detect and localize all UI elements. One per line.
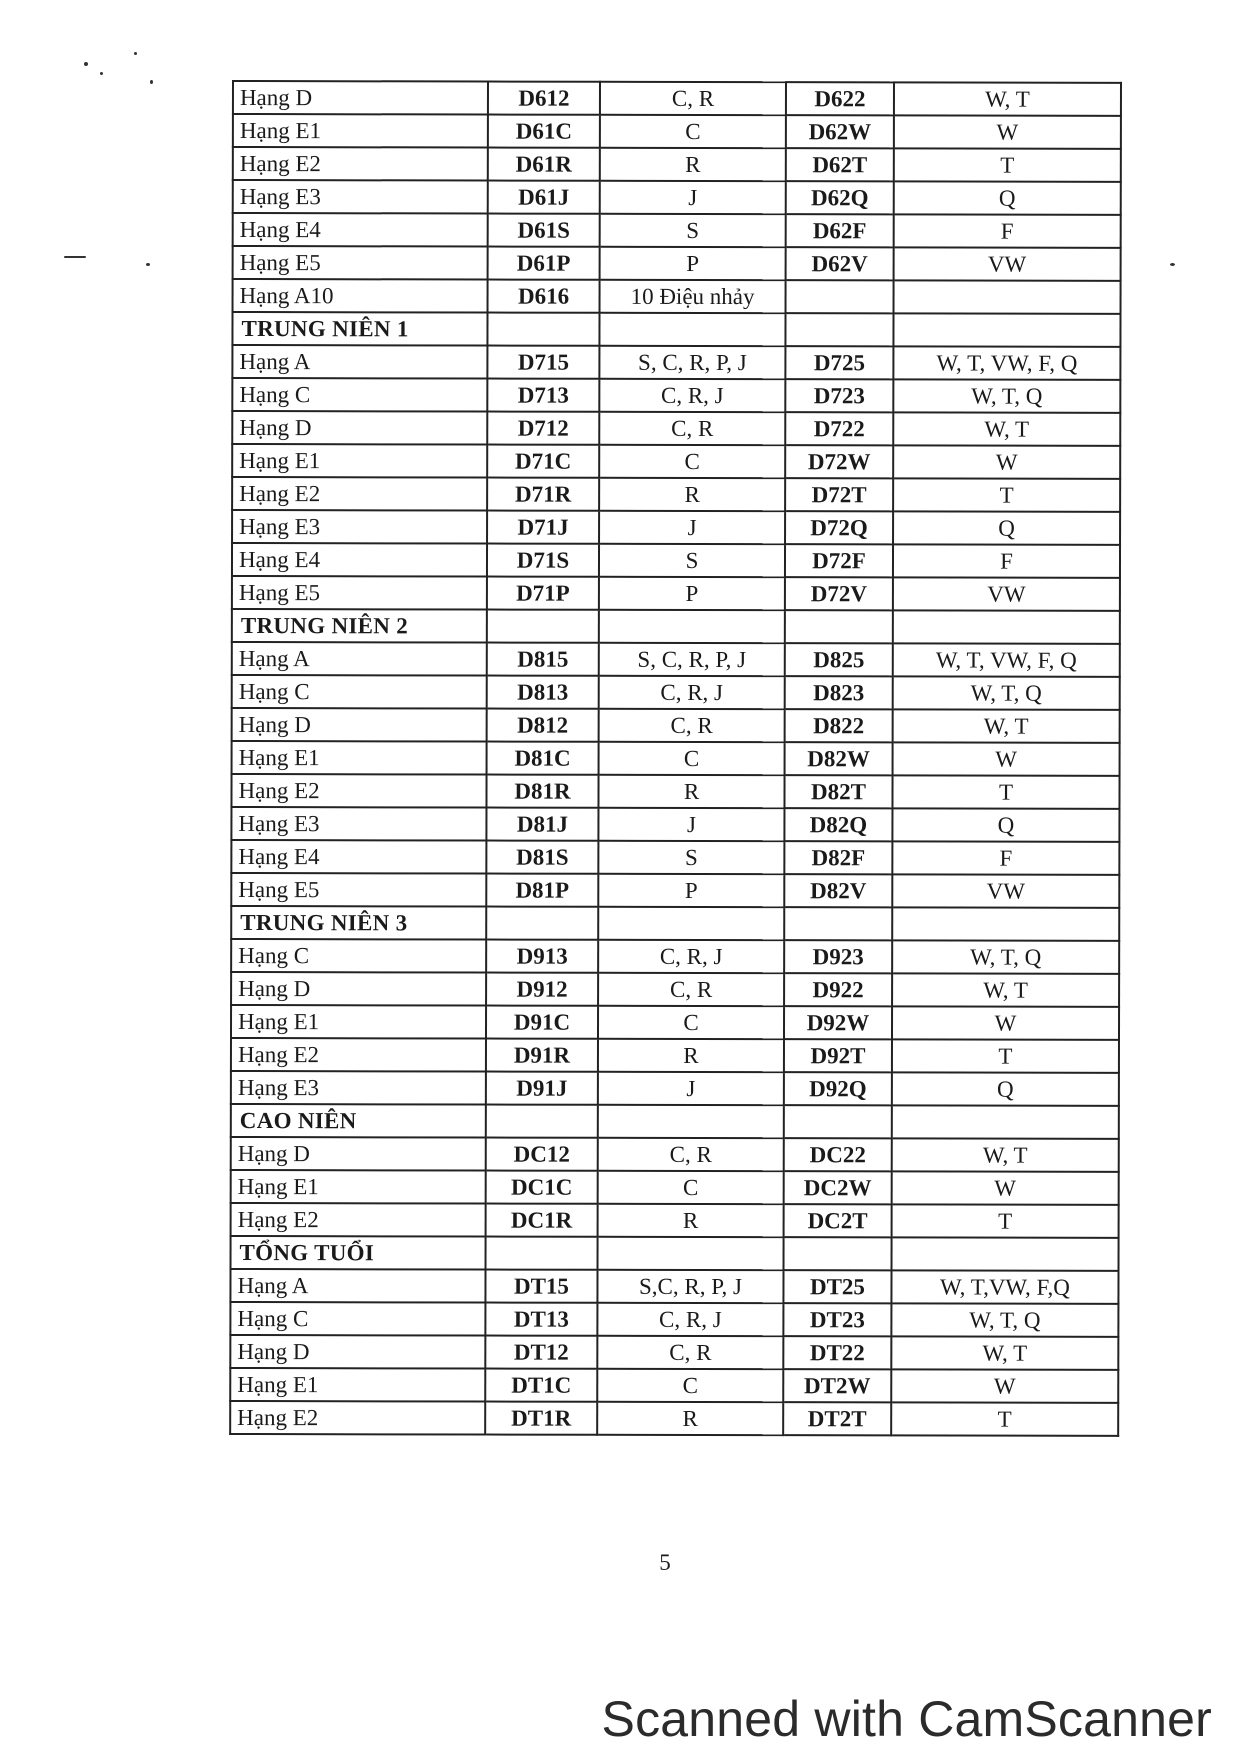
category-name-cell: Hạng E5 <box>233 246 488 280</box>
standard-code-cell: D622 <box>786 82 894 115</box>
latin-dances-cell: S,C, R, P, J <box>597 1270 783 1303</box>
standard-code-cell: D723 <box>785 379 893 412</box>
standard-code-cell: D72F <box>785 544 893 577</box>
category-row <box>232 411 1120 446</box>
category-row <box>233 114 1121 149</box>
latin-code-cell: DC12 <box>486 1138 598 1171</box>
category-name-cell: Hạng A <box>230 1269 485 1303</box>
standard-dances-cell: W, T, Q <box>891 1303 1118 1336</box>
category-name-cell: Hạng E1 <box>231 1170 486 1204</box>
category-row <box>231 1137 1119 1172</box>
category-name-cell: Hạng A <box>232 642 487 676</box>
latin-code-cell: D71C <box>487 445 599 478</box>
category-row <box>232 576 1120 611</box>
category-row <box>231 1005 1119 1040</box>
latin-dances-cell: R <box>598 1039 784 1072</box>
standard-dances-cell: Q <box>893 511 1120 544</box>
latin-dances-cell: R <box>599 478 785 511</box>
category-name-cell: Hạng C <box>230 1302 485 1336</box>
latin-code-cell: D81R <box>486 775 598 808</box>
standard-code-cell: DC2T <box>784 1204 892 1237</box>
standard-code-cell: D825 <box>785 643 893 676</box>
standard-dances-cell: W, T <box>894 82 1121 115</box>
latin-code-cell: D71J <box>487 511 599 544</box>
category-name-cell: Hạng E1 <box>231 1005 486 1039</box>
standard-dances-cell: W <box>892 1171 1119 1204</box>
standard-code-cell: DT25 <box>783 1270 891 1303</box>
latin-code-cell: D71P <box>487 577 599 610</box>
standard-code-cell: DC2W <box>784 1171 892 1204</box>
standard-code-cell: D82V <box>784 874 892 907</box>
standard-code-cell: D62Q <box>786 181 894 214</box>
category-name-cell: Hạng E1 <box>232 741 487 775</box>
standard-dances-cell: T <box>892 1204 1119 1237</box>
category-name-cell: Hạng D <box>232 411 487 445</box>
latin-code-cell: D712 <box>487 412 599 445</box>
category-name-cell: Hạng A10 <box>233 279 488 313</box>
latin-dances-cell: C, R, J <box>598 940 784 973</box>
standard-code-cell: D92T <box>784 1039 892 1072</box>
category-name-cell: Hạng E3 <box>233 180 488 214</box>
category-name-cell: Hạng D <box>233 81 488 115</box>
category-name-cell: Hạng E2 <box>233 147 488 181</box>
standard-dances-cell: W, T <box>893 412 1120 445</box>
empty-cell <box>487 313 599 346</box>
standard-code-cell: D62W <box>786 115 894 148</box>
latin-code-cell: DT1C <box>485 1369 597 1402</box>
standard-dances-cell: T <box>893 478 1120 511</box>
category-row <box>231 1038 1119 1073</box>
latin-dances-cell: 10 Điệu nhảy <box>600 280 786 313</box>
latin-code-cell: D612 <box>488 82 600 115</box>
standard-code-cell: D62V <box>786 247 894 280</box>
latin-dances-cell: C <box>599 445 785 478</box>
empty-cell <box>893 610 1120 643</box>
empty-cell <box>598 1237 784 1270</box>
standard-dances-cell: W, T <box>891 1336 1118 1369</box>
section-header-row <box>231 906 1119 941</box>
standard-code-cell: D823 <box>785 676 893 709</box>
latin-code-cell: D81C <box>487 742 599 775</box>
latin-code-cell: D91C <box>486 1006 598 1039</box>
standard-dances-cell: T <box>892 1039 1119 1072</box>
latin-code-cell: D61S <box>488 214 600 247</box>
category-row <box>232 675 1120 710</box>
category-row <box>233 180 1121 215</box>
scan-speck <box>134 52 137 55</box>
category-name-cell: Hạng E5 <box>231 873 486 907</box>
empty-cell <box>785 313 893 346</box>
latin-code-cell: D912 <box>486 973 598 1006</box>
empty-cell <box>892 1237 1119 1270</box>
category-name-cell: Hạng E1 <box>230 1368 485 1402</box>
category-row <box>232 510 1120 545</box>
latin-dances-cell: P <box>598 874 784 907</box>
category-row <box>230 1368 1118 1403</box>
category-name-cell: Hạng C <box>232 378 487 412</box>
latin-code-cell: D61R <box>488 148 600 181</box>
latin-dances-cell: P <box>599 577 785 610</box>
standard-dances-cell <box>894 280 1121 313</box>
latin-code-cell: D81S <box>486 841 598 874</box>
latin-code-cell: D813 <box>487 676 599 709</box>
standard-dances-cell: Q <box>894 181 1121 214</box>
empty-cell <box>784 907 892 940</box>
category-row <box>231 1170 1119 1205</box>
standard-dances-cell: W, T <box>893 709 1120 742</box>
latin-dances-cell: R <box>600 148 786 181</box>
latin-dances-cell: J <box>600 181 786 214</box>
category-row <box>230 1401 1118 1436</box>
standard-dances-cell: W, T <box>892 973 1119 1006</box>
category-name-cell: Hạng E2 <box>231 774 486 808</box>
latin-code-cell: D91R <box>486 1039 598 1072</box>
category-row <box>232 345 1120 380</box>
standard-code-cell: DT22 <box>783 1336 891 1369</box>
latin-dances-cell: C <box>597 1369 783 1402</box>
standard-code-cell: D82F <box>784 841 892 874</box>
latin-dances-cell: S, C, R, P, J <box>599 346 785 379</box>
standard-dances-cell: VW <box>894 247 1121 280</box>
section-title: TRUNG NIÊN 1 <box>232 312 487 346</box>
category-name-cell: Hạng E2 <box>231 1038 486 1072</box>
latin-code-cell: D715 <box>487 346 599 379</box>
latin-code-cell: D61P <box>488 247 600 280</box>
standard-code-cell: D92W <box>784 1006 892 1039</box>
latin-dances-cell: R <box>597 1402 783 1435</box>
standard-code-cell: D82T <box>784 775 892 808</box>
latin-dances-cell: S <box>598 841 784 874</box>
category-row <box>232 543 1120 578</box>
category-row <box>233 246 1121 281</box>
scan-speck <box>100 72 103 75</box>
section-title: CAO NIÊN <box>231 1104 486 1138</box>
latin-dances-cell: R <box>598 1204 784 1237</box>
empty-cell <box>599 313 785 346</box>
standard-dances-cell: W, T <box>892 1138 1119 1171</box>
category-row <box>232 477 1120 512</box>
standard-code-cell: D922 <box>784 973 892 1006</box>
standard-dances-cell: W <box>893 742 1120 775</box>
standard-code-cell: DT2T <box>783 1402 891 1435</box>
latin-dances-cell: J <box>599 511 785 544</box>
standard-code-cell: D725 <box>785 346 893 379</box>
section-header-row <box>231 1104 1119 1139</box>
standard-dances-cell: W <box>892 1006 1119 1039</box>
category-row <box>230 1269 1118 1304</box>
category-row <box>232 378 1120 413</box>
latin-code-cell: DC1C <box>486 1171 598 1204</box>
standard-code-cell: D72Q <box>785 511 893 544</box>
category-row <box>231 807 1119 842</box>
standard-code-cell: D92Q <box>784 1072 892 1105</box>
latin-dances-cell: C, R, J <box>599 676 785 709</box>
category-row <box>231 1203 1119 1238</box>
latin-dances-cell: C, R <box>600 82 786 115</box>
empty-cell <box>486 907 598 940</box>
category-row <box>233 279 1121 314</box>
latin-dances-cell: C <box>599 742 785 775</box>
empty-cell <box>599 610 785 643</box>
latin-dances-cell: C, R <box>598 973 784 1006</box>
competition-category-table <box>229 80 1122 1437</box>
section-header-row <box>232 312 1120 347</box>
latin-dances-cell: C <box>600 115 786 148</box>
empty-cell <box>487 610 599 643</box>
category-row <box>233 147 1121 182</box>
empty-cell <box>785 610 893 643</box>
standard-dances-cell: F <box>892 841 1119 874</box>
standard-code-cell: D72T <box>785 478 893 511</box>
latin-code-cell: D616 <box>488 280 600 313</box>
section-title: TỔNG TUỔI <box>231 1236 486 1270</box>
latin-code-cell: DT13 <box>485 1303 597 1336</box>
category-row <box>230 1302 1118 1337</box>
category-row <box>231 774 1119 809</box>
latin-code-cell: D61J <box>488 181 600 214</box>
category-name-cell: Hạng E4 <box>232 543 487 577</box>
latin-dances-cell: C, R <box>599 709 785 742</box>
standard-code-cell: D62T <box>786 148 894 181</box>
section-title: TRUNG NIÊN 3 <box>231 906 486 940</box>
standard-code-cell: D82W <box>785 742 893 775</box>
standard-code-cell: DC22 <box>784 1138 892 1171</box>
latin-dances-cell: C, R <box>598 1138 784 1171</box>
section-header-row <box>232 609 1120 644</box>
category-row <box>230 1335 1118 1370</box>
latin-code-cell: D71R <box>487 478 599 511</box>
latin-code-cell: DT1R <box>485 1402 597 1435</box>
camscanner-watermark: Scanned with CamScanner <box>601 1691 1212 1747</box>
standard-dances-cell: T <box>891 1402 1118 1435</box>
empty-cell <box>598 1105 784 1138</box>
category-name-cell: Hạng E3 <box>231 1071 486 1105</box>
category-row <box>231 873 1119 908</box>
standard-code-cell: D72V <box>785 577 893 610</box>
standard-dances-cell: Q <box>892 1072 1119 1105</box>
latin-code-cell: D812 <box>487 709 599 742</box>
standard-code-cell: D923 <box>784 940 892 973</box>
scan-speck <box>150 80 153 84</box>
category-row <box>232 741 1120 776</box>
empty-cell <box>486 1105 598 1138</box>
category-row <box>231 840 1119 875</box>
category-name-cell: Hạng E3 <box>232 510 487 544</box>
category-name-cell: Hạng D <box>231 972 486 1006</box>
category-name-cell: Hạng D <box>231 1137 486 1171</box>
latin-dances-cell: R <box>598 775 784 808</box>
scan-speck <box>1170 263 1175 266</box>
empty-cell <box>598 907 784 940</box>
scan-speck <box>146 263 150 266</box>
standard-dances-cell: W <box>891 1369 1118 1402</box>
category-name-cell: Hạng E2 <box>230 1401 485 1435</box>
standard-code-cell: D62F <box>786 214 894 247</box>
latin-code-cell: D815 <box>487 643 599 676</box>
category-name-cell: Hạng A <box>232 345 487 379</box>
category-name-cell: Hạng E4 <box>233 213 488 247</box>
latin-dances-cell: C <box>598 1171 784 1204</box>
standard-dances-cell: F <box>894 214 1121 247</box>
empty-cell <box>893 313 1120 346</box>
latin-dances-cell: S, C, R, P, J <box>599 643 785 676</box>
latin-code-cell: D71S <box>487 544 599 577</box>
category-name-cell: Hạng D <box>232 708 487 742</box>
latin-dances-cell: C <box>598 1006 784 1039</box>
category-row <box>231 939 1119 974</box>
empty-cell <box>892 1105 1119 1138</box>
latin-dances-cell: C, R, J <box>597 1303 783 1336</box>
latin-code-cell: DC1R <box>486 1204 598 1237</box>
category-row <box>232 642 1120 677</box>
standard-code-cell: D82Q <box>784 808 892 841</box>
category-name-cell: Hạng D <box>230 1335 485 1369</box>
category-name-cell: Hạng E4 <box>231 840 486 874</box>
standard-code-cell: DT23 <box>783 1303 891 1336</box>
standard-code-cell: D822 <box>785 709 893 742</box>
latin-code-cell: D61C <box>488 115 600 148</box>
latin-dances-cell: C, R, J <box>599 379 785 412</box>
category-name-cell: Hạng E1 <box>232 444 487 478</box>
section-title: TRUNG NIÊN 2 <box>232 609 487 643</box>
standard-code-cell: DT2W <box>783 1369 891 1402</box>
standard-dances-cell: W, T, Q <box>893 676 1120 709</box>
empty-cell <box>784 1237 892 1270</box>
category-row <box>231 972 1119 1007</box>
latin-dances-cell: S <box>600 214 786 247</box>
latin-code-cell: D81J <box>486 808 598 841</box>
category-row <box>233 213 1121 248</box>
standard-dances-cell: W, T, VW, F, Q <box>893 346 1120 379</box>
page-number: 5 <box>659 1550 671 1575</box>
standard-dances-cell: Q <box>892 808 1119 841</box>
category-name-cell: Hạng E2 <box>232 477 487 511</box>
empty-cell <box>892 907 1119 940</box>
category-name-cell: Hạng E1 <box>233 114 488 148</box>
latin-dances-cell: P <box>600 247 786 280</box>
standard-dances-cell: VW <box>892 874 1119 907</box>
standard-dances-cell: W <box>893 445 1120 478</box>
category-name-cell: Hạng E3 <box>231 807 486 841</box>
empty-cell <box>784 1105 892 1138</box>
section-header-row <box>231 1236 1119 1271</box>
category-name-cell: Hạng E2 <box>231 1203 486 1237</box>
category-name-cell: Hạng C <box>231 939 486 973</box>
category-row <box>232 708 1120 743</box>
latin-dances-cell: S <box>599 544 785 577</box>
standard-dances-cell: W, T, Q <box>892 940 1119 973</box>
standard-code-cell: D72W <box>785 445 893 478</box>
empty-cell <box>486 1237 598 1270</box>
standard-dances-cell: F <box>893 544 1120 577</box>
latin-code-cell: DT15 <box>485 1270 597 1303</box>
table-body <box>230 81 1121 1436</box>
latin-code-cell: D91J <box>486 1072 598 1105</box>
standard-code-cell: D722 <box>785 412 893 445</box>
category-name-cell: Hạng C <box>232 675 487 709</box>
standard-dances-cell: W, T, Q <box>893 379 1120 412</box>
standard-dances-cell: VW <box>893 577 1120 610</box>
standard-dances-cell: W, T, VW, F, Q <box>893 643 1120 676</box>
standard-dances-cell: W, T,VW, F,Q <box>891 1270 1118 1303</box>
latin-dances-cell: C, R <box>597 1336 783 1369</box>
category-row <box>231 1071 1119 1106</box>
scan-speck <box>64 256 86 258</box>
category-name-cell: Hạng E5 <box>232 576 487 610</box>
standard-dances-cell: T <box>894 148 1121 181</box>
standard-code-cell <box>786 280 894 313</box>
standard-dances-cell: W <box>894 115 1121 148</box>
latin-code-cell: D81P <box>486 874 598 907</box>
latin-code-cell: D713 <box>487 379 599 412</box>
latin-dances-cell: J <box>598 1072 784 1105</box>
latin-code-cell: DT12 <box>485 1336 597 1369</box>
category-row <box>232 444 1120 479</box>
latin-dances-cell: J <box>598 808 784 841</box>
latin-code-cell: D913 <box>486 940 598 973</box>
scan-speck <box>84 62 88 66</box>
category-row <box>233 81 1121 116</box>
standard-dances-cell: T <box>892 775 1119 808</box>
latin-dances-cell: C, R <box>599 412 785 445</box>
